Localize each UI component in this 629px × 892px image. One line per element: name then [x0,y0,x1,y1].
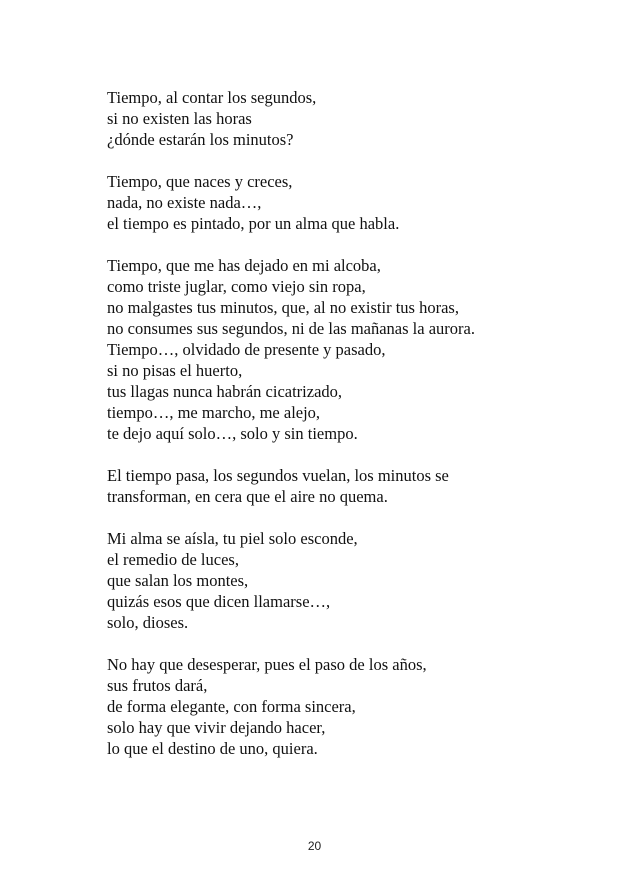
poem-line: solo hay que vivir dejando hacer, [107,718,326,737]
stanza-3 [107,255,607,444]
stanza-6 [107,654,607,759]
poem-line: solo, dioses. [107,613,189,632]
poem-line: tus llagas nunca habrán cicatrizado, [107,382,343,401]
stanza-1 [107,87,607,150]
poem-line: No hay que desesperar, pues el paso de los años, [107,655,427,674]
poem-line: Tiempo, al contar los segundos, [107,88,317,107]
poem-line: Tiempo, que me has dejado en mi alcoba, [107,256,381,275]
poem-line: si no pisas el huerto, [107,361,243,380]
poem-body [107,87,607,780]
stanza-5 [107,528,607,633]
poem-line: que salan los montes, [107,571,249,590]
poem-line: como triste juglar, como viejo sin ropa, [107,277,366,296]
stanza-4 [107,465,607,507]
poem-line: te dejo aquí solo…, solo y sin tiempo. [107,424,358,443]
poem-line: Tiempo…, olvidado de presente y pasado, [107,340,386,359]
poem-line: no consumes sus segundos, ni de las mañanas la aurora. [107,319,475,338]
poem-line: no malgastes tus minutos, que, al no existir tus horas, [107,298,459,317]
poem-line: de forma elegante, con forma sincera, [107,697,356,716]
page-number: 20 [307,839,322,853]
poem-line: Mi alma se aísla, tu piel solo esconde, [107,529,358,548]
poem-line: Tiempo, que naces y creces, [107,172,293,191]
poem-line: si no existen las horas [107,109,252,128]
poem-line: el tiempo es pintado, por un alma que habla. [107,214,400,233]
stanza-2 [107,171,607,234]
poem-line: ¿dónde estarán los minutos? [107,130,294,149]
poem-line: lo que el destino de uno, quiera. [107,739,318,758]
poem-line: transforman, en cera que el aire no quema. [107,487,388,506]
poem-line: nada, no existe nada…, [107,193,262,212]
poem-line: El tiempo pasa, los segundos vuelan, los minutos se [107,466,449,485]
poem-line: tiempo…, me marcho, me alejo, [107,403,321,422]
poem-line: sus frutos dará, [107,676,208,695]
poem-line: quizás esos que dicen llamarse…, [107,592,331,611]
poem-line: el remedio de luces, [107,550,239,569]
